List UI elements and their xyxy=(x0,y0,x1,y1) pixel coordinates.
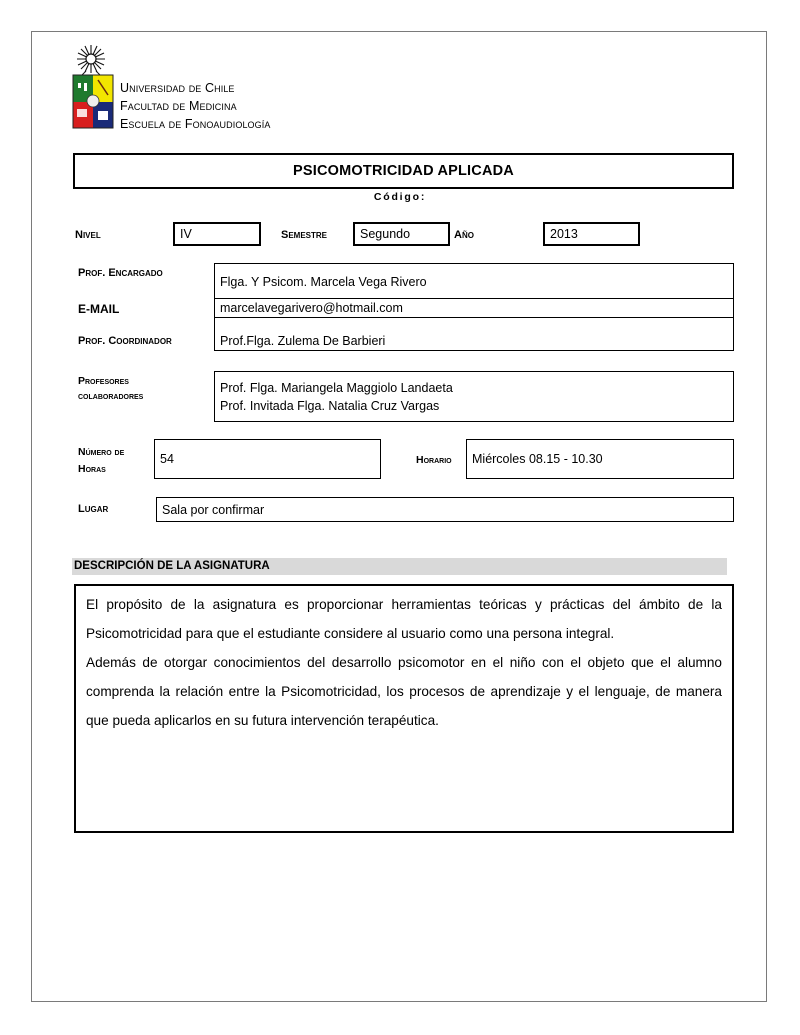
description-heading: DESCRIPCIÓN DE LA ASIGNATURA xyxy=(72,558,727,575)
lugar-value: Sala por confirmar xyxy=(162,502,265,517)
semestre-value: Segundo xyxy=(360,227,411,241)
colaborador-1: Prof. Flga. Mariangela Maggiolo Landaeta xyxy=(220,380,453,395)
colaborador-2: Prof. Invitada Flga. Natalia Cruz Vargas xyxy=(220,398,440,413)
semestre-field[interactable] xyxy=(353,222,450,246)
horario-label: Horario xyxy=(416,454,452,466)
description-paragraph-1: El propósito de la asignatura es proporcionar herramientas teóricas y prácticas del ámbito de la Psicomotricidad para que el estudiante considere al usuario como una persona integral. xyxy=(86,597,722,641)
email-field[interactable] xyxy=(214,298,734,318)
faculty-name: Facultad de Medicina xyxy=(120,99,237,113)
prof-coordinador-label: Prof. Coordinador xyxy=(78,335,172,347)
horario-value: Miércoles 08.15 - 10.30 xyxy=(472,452,603,466)
course-title-box xyxy=(73,153,734,189)
description-box xyxy=(74,584,734,833)
prof-encargado-field[interactable] xyxy=(214,263,734,299)
prof-encargado-value: Flga. Y Psicom. Marcela Vega Rivero xyxy=(220,275,427,289)
numero-horas-field[interactable] xyxy=(154,439,381,479)
anio-label: Año xyxy=(454,229,474,241)
course-title: PSICOMOTRICIDAD APLICADA xyxy=(293,163,514,179)
prof-encargado-label: Prof. Encargado xyxy=(78,267,163,279)
profesores-colaboradores-field[interactable] xyxy=(214,371,734,422)
anio-value: 2013 xyxy=(550,227,578,241)
horario-field[interactable] xyxy=(466,439,734,479)
lugar-label: Lugar xyxy=(78,503,109,515)
university-of-chile-coat-of-arms-icon xyxy=(72,43,114,129)
numero-horas-value: 54 xyxy=(160,452,174,466)
university-name: Universidad de Chile xyxy=(120,81,235,95)
university-logo xyxy=(72,43,114,129)
numero-horas-label: Número de Horas xyxy=(78,446,125,475)
nivel-value: IV xyxy=(180,227,192,241)
prof-coordinador-value: Prof.Flga. Zulema De Barbieri xyxy=(220,334,386,348)
profesores-colaboradores-label: Profesores colaboradores xyxy=(78,375,144,402)
school-name: Escuela de Fonoaudiología xyxy=(120,117,271,131)
nivel-field[interactable] xyxy=(173,222,261,246)
description-paragraph-2: Además de otorgar conocimientos del desarrollo psicomotor en el niño con el objeto que el alumno comprenda la relación entre la Psicomotricidad, los procesos de aprendizaje y el lenguaje, de manera que pueda aplicarlos en su futura intervención terapéutica. xyxy=(86,655,722,728)
lugar-field[interactable] xyxy=(156,497,734,522)
email-value: marcelavegarivero@hotmail.com xyxy=(220,301,403,315)
anio-field[interactable] xyxy=(543,222,640,246)
semestre-label: Semestre xyxy=(281,229,328,241)
nivel-label: Nivel xyxy=(75,229,101,241)
course-code-label: Código: xyxy=(373,191,427,203)
institution-header xyxy=(120,79,270,133)
email-label: E-MAIL xyxy=(78,302,120,316)
prof-coordinador-field[interactable] xyxy=(214,317,734,351)
